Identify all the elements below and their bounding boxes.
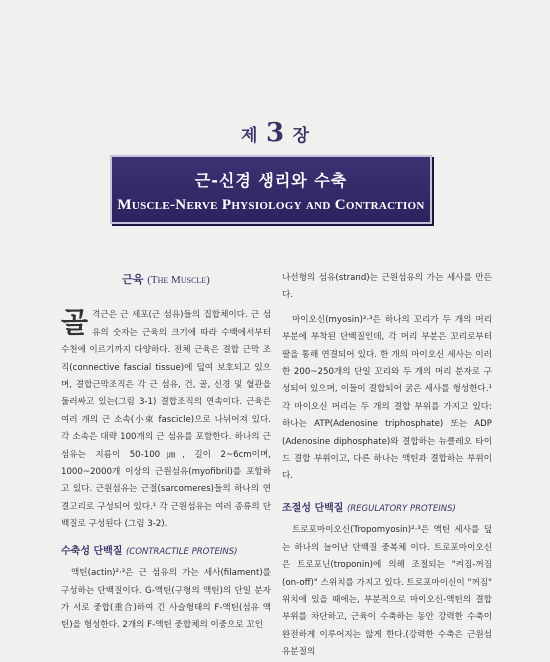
subheading-regulatory-en: (REGULATORY PROTEINS) bbox=[346, 503, 456, 514]
subheading-regulatory-ko: 조절성 단백질 bbox=[282, 502, 344, 514]
drop-cap: 골 bbox=[61, 306, 89, 340]
chapter-title-banner bbox=[110, 155, 432, 224]
section-heading-ko: 근육 bbox=[122, 273, 144, 286]
subheading-contractile-ko: 수축성 단백질 bbox=[61, 545, 123, 557]
paragraph-muscle-intro bbox=[61, 307, 271, 533]
chapter-digit: 3 bbox=[265, 118, 285, 148]
subheading-contractile-en: (CONTRACTILE PROTEINS) bbox=[125, 546, 238, 557]
chapter-suffix: 장 bbox=[292, 126, 310, 146]
paragraph-muscle-intro-text: 격근은 근 세포(근 섬유)들의 집합체이다. 근 섬유의 숫자는 근육의 크기에 따라 수백에서부터 수천에 이르기까지 다양하다. 전체 근육은 결합 근막 조직(connective fascial tissue)에 덮여 보호되고 있으며, 결합근막조직은 각 근 섬유, 건, 골, 신경 및 혈관을 둘러싸고 있는(그림 3-1) 결합조직의 연속이다. 근육은 여러 개의 근 소속(小束 fascicle)으로 나뉘어져 있다. 각 소속은 대략 100개의 근 섬유를 포함한다. 하나의 근 섬유는 지름이 50-100㎛, 길이 2~6cm이며, 1000~2000개 이상의 근원섬유(myofibril)를 포함하고 있다. 근원섬유는 근절(sarcomeres)들의 하나의 연결고리로 구성되어 있다.¹ 각 근원섬유는 여러 종류의 단백질로 구성된다 (그림 3-2). bbox=[61, 310, 271, 530]
section-heading-en: (The Muscle) bbox=[147, 274, 210, 286]
chapter-prefix: 제 bbox=[240, 126, 258, 146]
paragraph-myosin: 마이오신(myosin)²·³은 하나의 꼬리가 두 개의 머리 부분에 부착된 단백질인데, 각 머리 부분은 꼬리로부터 팔을 통해 연결되어 있다. 한 개의 마이오신 세사는 이러한 200~250개의 단일 꼬리와 두 개의 머리 분자로 구성되어 있으며, 이들이 결합되어 굵은 세사를 형성한다.¹ 각 마이오신 머리는 두 개의 결합 부위를 가지고 있다: 하나는 ATP(Adenosine triphosphate) 또는 ADP (Adenosine diphosphate)와 결합하는 뉴클레오 타이드 결합 부위이고, 다른 하나는 액틴과 결합하는 부위이다. bbox=[282, 314, 492, 482]
left-column bbox=[61, 270, 271, 635]
paragraph-tropomyosin: 트로포마이오신(Tropomyosin)²·³은 액틴 세사를 덮는 하나의 늘어난 단백질 중복체 이다. 트로포마이오신은 트로포닌(troponin)에 의해 조절되는 "켜짐-꺼짐(on-off)" 스위치를 가지고 있다. 트로포마이신이 "꺼짐" 위치에 있을 때에는, 부분적으로 마이오신-액틴의 결합 부위를 차단하고, 근육이 수축하는 동안 강력한 수축이 완전하게 이루어지는 않게 한다.(강력한 수축은 근원섬유분절의 bbox=[282, 525, 492, 658]
chapter-number bbox=[0, 118, 550, 148]
paragraph-actin: 액틴(actin)²·³은 근 섬유의 가는 세사(filament)를 구성하는 단백질이다. G-액틴(구형의 액틴)의 단일 분자가 서로 중합(重合)하여 긴 사슬형태의 F-액틴(섬유 액틴)을 형성한다. 2개의 F-액틴 중합체의 이중으로 꼬인 bbox=[61, 568, 271, 631]
chapter-title-korean: 근-신경 생리와 수축 bbox=[194, 171, 348, 190]
subheading-regulatory bbox=[282, 500, 492, 518]
section-heading-muscle bbox=[61, 271, 271, 289]
right-column bbox=[282, 270, 492, 662]
chapter-title-english: Muscle-Nerve Physiology and Contraction bbox=[117, 197, 425, 213]
subheading-contractile bbox=[61, 543, 271, 561]
paragraph-strand: 나선형의 섬유(strand)는 근원섬유의 가는 세사를 만든다. bbox=[282, 273, 492, 301]
